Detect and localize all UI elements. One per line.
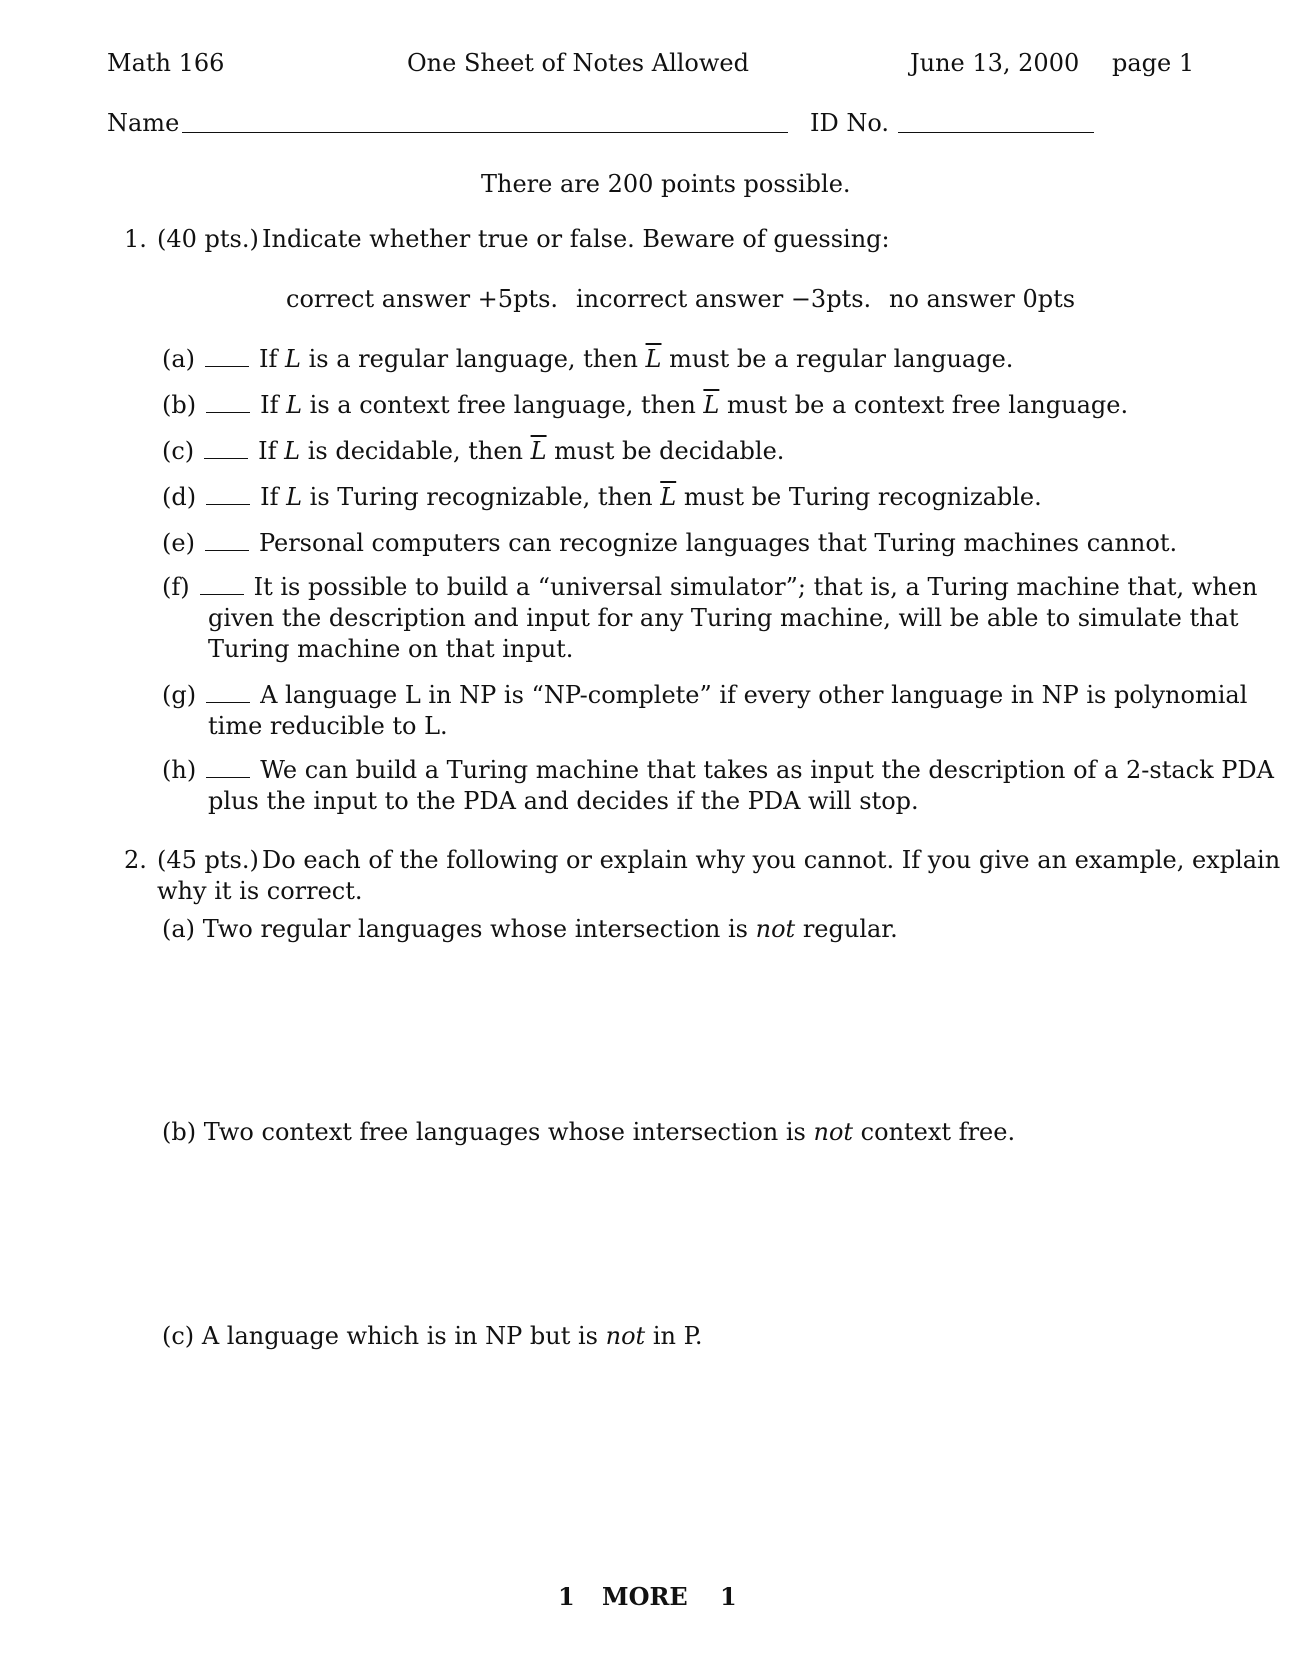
item-label: (g): [162, 681, 197, 709]
complement-l: $\overline{L}$: [660, 483, 677, 511]
item-text: is a context free language, then: [302, 391, 704, 419]
course-title: Math 166: [107, 49, 225, 77]
item-text: If: [260, 483, 287, 511]
emphasis: not: [605, 1322, 646, 1350]
complement-l: $\overline{L}$: [703, 391, 720, 419]
item-text: must be a regular language.: [661, 345, 1014, 373]
item-text: We can build a Turing machine that takes as input the description of a 2-stack PDA: [260, 756, 1274, 784]
var-l: L: [284, 437, 301, 465]
item-text: Two regular languages whose intersection is: [202, 915, 756, 943]
q2-number: 2.: [124, 846, 147, 874]
q1-item-f-line2: given the description and input for any Turing machine, will be able to simulate that: [208, 604, 1239, 632]
item-label: (a): [162, 915, 196, 943]
emphasis: not: [755, 915, 796, 943]
item-text: must be Turing recognizable.: [676, 483, 1042, 511]
q1-item-d: [162, 482, 1042, 512]
item-label: (h): [162, 756, 197, 784]
item-label: (b): [162, 1118, 197, 1146]
q1-number: 1.: [124, 225, 147, 253]
footer-more: MORE: [602, 1582, 688, 1611]
q1-item-f-line3: Turing machine on that input.: [208, 635, 574, 663]
item-text: is a regular language, then: [300, 345, 646, 373]
q1-item-h: [162, 755, 1274, 785]
q1-item-e: [162, 528, 1177, 558]
var-l: L: [286, 483, 303, 511]
item-label: (c): [162, 437, 195, 465]
item-text: Two context free languages whose intersection is: [203, 1118, 814, 1146]
var-l: L: [286, 391, 303, 419]
points-possible: There are 200 points possible.: [481, 170, 851, 198]
item-label: (b): [162, 391, 197, 419]
scoring-none: no answer 0pts: [889, 285, 1076, 313]
name-field[interactable]: [182, 110, 788, 133]
item-text: must be a context free language.: [719, 391, 1129, 419]
q2-points: (45 pts.): [157, 846, 259, 874]
item-text: If: [258, 437, 285, 465]
item-label: (d): [162, 483, 197, 511]
answer-blank[interactable]: [206, 755, 250, 778]
exam-date: June 13, 2000: [910, 49, 1080, 77]
answer-blank[interactable]: [206, 482, 250, 505]
q1-item-f: [162, 572, 1257, 602]
footer-right: 1: [720, 1582, 737, 1611]
q1-points: (40 pts.): [157, 225, 259, 253]
notes-allowed: One Sheet of Notes Allowed: [407, 49, 749, 77]
page-number: page 1: [1112, 49, 1195, 77]
id-field[interactable]: [898, 110, 1094, 133]
item-text: If: [260, 391, 287, 419]
item-text: If: [259, 345, 286, 373]
q1-prompt: Indicate whether true or false. Beware of guessing:: [262, 225, 890, 253]
q1-item-h-line2: plus the input to the PDA and decides if the PDA will stop.: [208, 787, 919, 815]
answer-blank[interactable]: [205, 528, 249, 551]
scoring-correct: correct answer +5pts.: [286, 285, 559, 313]
emphasis: not: [813, 1118, 854, 1146]
footer-left: 1: [558, 1582, 575, 1611]
q2-prompt-line1: Do each of the following or explain why you cannot. If you give an example, explain: [262, 846, 1281, 874]
name-label: Name: [107, 109, 180, 137]
answer-blank[interactable]: [200, 572, 244, 595]
item-label: (c): [162, 1322, 195, 1350]
answer-blank[interactable]: [206, 390, 250, 413]
answer-blank[interactable]: [204, 436, 248, 459]
item-text: A language L in NP is “NP-complete” if every other language in NP is polynomial: [260, 681, 1248, 709]
item-text: is Turing recognizable, then: [302, 483, 661, 511]
q1-item-g: [162, 680, 1247, 710]
q1-item-g-line2: time reducible to L.: [208, 712, 448, 740]
item-text: context free.: [853, 1118, 1016, 1146]
item-text: Personal computers can recognize languages that Turing machines cannot.: [258, 529, 1178, 557]
answer-blank[interactable]: [205, 344, 249, 367]
answer-blank[interactable]: [206, 680, 250, 703]
q2-item-c: [162, 1321, 703, 1351]
item-text: It is possible to build a “universal simulator”; that is, a Turing machine that, when: [253, 573, 1258, 601]
item-label: (e): [162, 529, 195, 557]
id-label: ID No.: [810, 109, 890, 137]
q2-item-a: [162, 914, 898, 944]
item-label: (f): [162, 573, 190, 601]
q1-item-a: [162, 344, 1013, 374]
item-text: in P.: [645, 1322, 703, 1350]
item-label: (a): [162, 345, 196, 373]
var-l: L: [285, 345, 301, 373]
q2-item-b: [162, 1117, 1015, 1147]
complement-l: $\overline{L}$: [530, 437, 547, 465]
scoring-incorrect: incorrect answer −3pts.: [576, 285, 872, 313]
q1-item-b: [162, 390, 1128, 420]
item-text: regular.: [795, 915, 898, 943]
q2-prompt-line2: why it is correct.: [157, 877, 363, 905]
item-text: is decidable, then: [300, 437, 531, 465]
q1-item-c: [162, 436, 784, 466]
item-text: A language which is in NP but is: [201, 1322, 606, 1350]
complement-l: $\overline{L}$: [645, 345, 662, 373]
item-text: must be decidable.: [546, 437, 785, 465]
